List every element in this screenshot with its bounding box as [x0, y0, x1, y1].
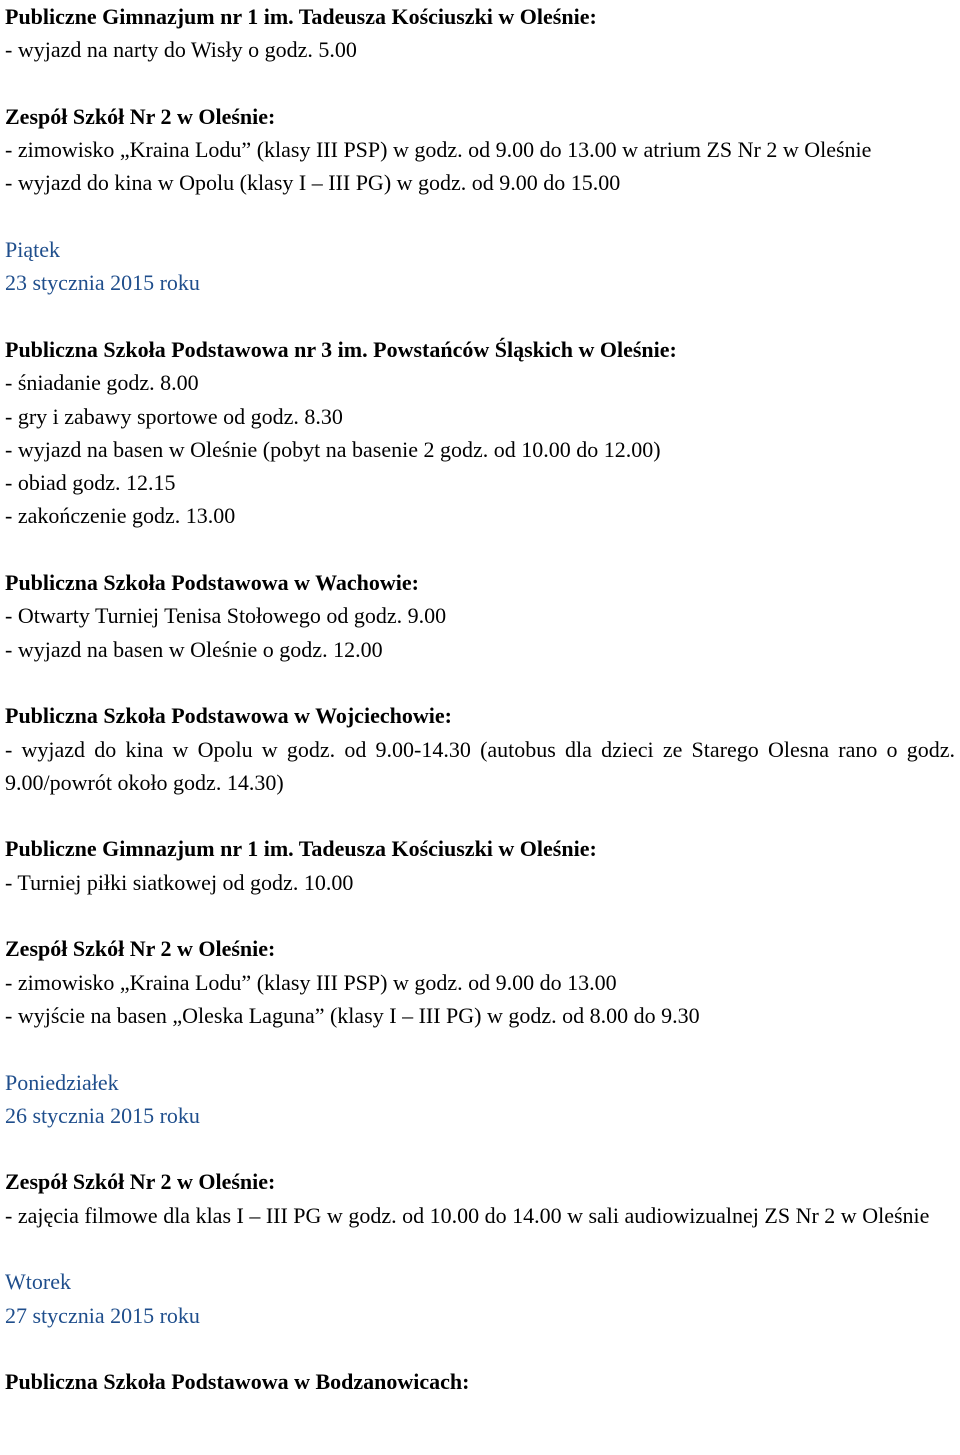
- schedule-item: - wyjazd na basen w Oleśnie (pobyt na basenie 2 godz. od 10.00 do 12.00): [5, 436, 661, 462]
- day-heading: 23 stycznia 2015 roku: [5, 270, 200, 296]
- schedule-item: - Turniej piłki siatkowej od godz. 10.00: [5, 869, 354, 895]
- spacer: [5, 300, 955, 333]
- section-heading: Publiczna Szkoła Podstawowa w Bodzanowicach:: [5, 1369, 470, 1395]
- spacer: [5, 67, 955, 100]
- section-heading: Publiczna Szkoła Podstawowa w Wojciechowie:: [5, 703, 452, 729]
- schedule-item: - zimowisko „Kraina Lodu” (klasy III PSP) w godz. od 9.00 do 13.00: [5, 969, 617, 995]
- spacer: [5, 200, 955, 233]
- schedule-item: - wyjście na basen „Oleska Laguna” (klasy I – III PG) w godz. od 8.00 do 9.30: [5, 1002, 700, 1028]
- spacer: [5, 1232, 955, 1265]
- day-heading: 26 stycznia 2015 roku: [5, 1102, 200, 1128]
- day-heading: Wtorek: [5, 1269, 71, 1295]
- schedule-item: - Otwarty Turniej Tenisa Stołowego od godz. 9.00: [5, 603, 447, 629]
- section-heading: Publiczna Szkoła Podstawowa nr 3 im. Powstańców Śląskich w Oleśnie:: [5, 336, 677, 362]
- spacer: [5, 666, 955, 699]
- section-heading: Publiczne Gimnazjum nr 1 im. Tadeusza Kościuszki w Oleśnie:: [5, 836, 597, 862]
- section-heading: Zespół Szkół Nr 2 w Oleśnie:: [5, 103, 276, 129]
- spacer: [5, 533, 955, 566]
- schedule-item: - gry i zabawy sportowe od godz. 8.30: [5, 403, 343, 429]
- section-heading: Zespół Szkół Nr 2 w Oleśnie:: [5, 1169, 276, 1195]
- spacer: [5, 1132, 955, 1165]
- section-heading: Zespół Szkół Nr 2 w Oleśnie:: [5, 936, 276, 962]
- day-heading: Piątek: [5, 237, 60, 263]
- schedule-item: - zimowisko „Kraina Lodu” (klasy III PSP) w godz. od 9.00 do 13.00 w atrium ZS Nr 2 w Oleśnie: [5, 137, 872, 163]
- schedule-item: - śniadanie godz. 8.00: [5, 370, 199, 396]
- schedule-item: - wyjazd na narty do Wisły o godz. 5.00: [5, 37, 357, 63]
- section-heading: Publiczne Gimnazjum nr 1 im. Tadeusza Kościuszki w Oleśnie:: [5, 4, 597, 29]
- spacer: [5, 1332, 955, 1365]
- day-heading: 27 stycznia 2015 roku: [5, 1302, 200, 1328]
- schedule-item: - wyjazd do kina w Opolu w godz. od 9.00-14.30 (autobus dla dzieci ze Starego Olesna rano o godz. 9.00/powrót około godz. 14.30): [5, 736, 955, 795]
- schedule-item: - wyjazd do kina w Opolu (klasy I – III PG) w godz. od 9.00 do 15.00: [5, 170, 621, 196]
- day-heading: Poniedziałek: [5, 1069, 119, 1095]
- schedule-item: - zajęcia filmowe dla klas I – III PG w godz. od 10.00 do 14.00 w sali audiowizualnej ZS Nr 2 w Oleśnie: [5, 1202, 930, 1228]
- schedule-item: - obiad godz. 12.15: [5, 470, 176, 496]
- spacer: [5, 1032, 955, 1065]
- spacer: [5, 799, 955, 832]
- schedule-item: - zakończenie godz. 13.00: [5, 503, 236, 529]
- schedule-item: - wyjazd na basen w Oleśnie o godz. 12.00: [5, 636, 383, 662]
- spacer: [5, 899, 955, 932]
- section-heading: Publiczna Szkoła Podstawowa w Wachowie:: [5, 570, 419, 596]
